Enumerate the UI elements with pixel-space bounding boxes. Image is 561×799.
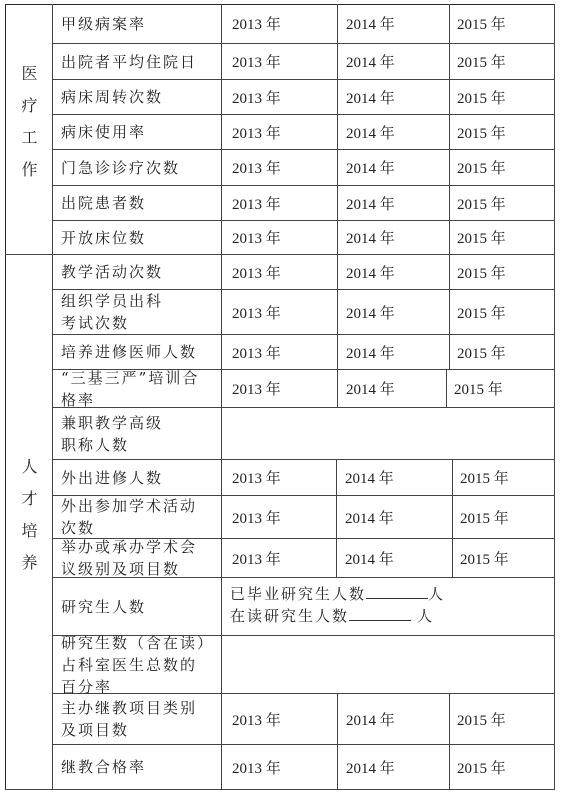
year-cell — [338, 221, 450, 255]
year-value: 2013 年 — [232, 265, 281, 282]
year-cell — [222, 80, 338, 115]
year-cell — [222, 290, 338, 335]
year-value: 2014 年 — [345, 471, 394, 487]
row-label-text: 开放床位数 — [61, 228, 147, 247]
year-value: 2013 年 — [232, 760, 281, 777]
year-value: 2014 年 — [346, 17, 395, 33]
year-cell — [450, 694, 555, 745]
row-label-text: 培养进修医师人数 — [61, 343, 198, 361]
year-value: 2015 年 — [460, 510, 509, 527]
year-cell — [222, 694, 338, 745]
year-value: 2014 年 — [346, 305, 395, 322]
year-cell — [450, 745, 555, 790]
year-cell — [222, 4, 338, 44]
year-cell — [337, 539, 453, 578]
year-cell — [338, 4, 450, 44]
year-value: 2014 年 — [346, 196, 395, 213]
row-label-text: 外出进修人数 — [61, 468, 164, 487]
year-cell — [222, 496, 337, 539]
year-cell — [222, 186, 338, 221]
row-label — [53, 460, 222, 496]
row-label — [53, 290, 222, 335]
year-cell — [222, 460, 337, 496]
year-cell — [450, 44, 555, 80]
row-label-text: 门急诊诊疗次数 — [61, 158, 181, 177]
row-label — [53, 115, 222, 150]
year-value: 2014 年 — [346, 712, 395, 729]
year-value: 2014 年 — [346, 265, 395, 282]
year-value: 2014 年 — [346, 161, 395, 177]
year-cell — [337, 460, 453, 496]
year-value: 2013 年 — [232, 231, 281, 247]
row-label — [53, 539, 222, 578]
year-cell — [338, 255, 450, 290]
year-cell — [450, 221, 555, 255]
year-cell — [222, 539, 337, 578]
row-label-text: 病床使用率 — [61, 123, 147, 141]
row-label-text: 甲级病案率 — [61, 14, 147, 33]
year-value: 2013 年 — [232, 382, 281, 398]
empty-cell[interactable] — [222, 636, 555, 694]
graduated-blank[interactable] — [366, 584, 428, 599]
year-value: 2015 年 — [457, 55, 506, 71]
year-value: 2015 年 — [457, 712, 506, 729]
year-cell — [338, 290, 450, 335]
row-label-text: 举办或承办学术会 议级别及项目数 — [61, 538, 198, 578]
row-label-text: 主办继教项目类别 及项目数 — [61, 699, 198, 739]
year-value: 2013 年 — [232, 345, 281, 362]
row-label-text: 研究生人数 — [61, 597, 147, 616]
year-value: 2015 年 — [457, 231, 506, 247]
year-value: 2014 年 — [346, 382, 395, 398]
year-value: 2014 年 — [345, 551, 394, 568]
year-value: 2015 年 — [457, 265, 506, 282]
year-value: 2015 年 — [457, 125, 506, 142]
year-cell — [450, 255, 555, 290]
year-cell — [222, 221, 338, 255]
year-value: 2013 年 — [232, 551, 281, 568]
row-label-text: “三基三严”培训合 格率 — [61, 368, 200, 409]
year-value: 2015 年 — [457, 760, 506, 777]
studying-line — [230, 605, 554, 627]
empty-cell[interactable] — [222, 408, 555, 460]
section-label — [5, 4, 53, 255]
graduated-label: 已毕业研究生人数 — [230, 585, 367, 603]
row-label — [53, 496, 222, 539]
year-value: 2014 年 — [346, 90, 395, 107]
year-cell — [450, 115, 555, 150]
year-value: 2013 年 — [232, 161, 281, 177]
studying-label: 在读研究生人数 — [230, 607, 350, 625]
row-label — [53, 633, 222, 696]
year-cell — [453, 460, 555, 496]
year-value: 2015 年 — [457, 161, 506, 177]
year-value: 2015 年 — [460, 471, 509, 487]
year-value: 2013 年 — [232, 471, 281, 487]
year-cell — [453, 539, 555, 578]
year-cell — [222, 335, 338, 370]
section-label-text: 人才培养 — [19, 458, 38, 586]
year-cell — [338, 150, 450, 186]
year-cell — [338, 370, 447, 408]
year-cell — [338, 745, 450, 790]
row-label-text: 外出参加学术活动 次数 — [61, 497, 198, 537]
row-label — [53, 408, 222, 460]
row-label — [53, 255, 222, 290]
year-value: 2015 年 — [454, 382, 503, 398]
year-value: 2014 年 — [346, 55, 395, 71]
year-value: 2015 年 — [460, 551, 509, 568]
year-value: 2013 年 — [232, 55, 281, 71]
year-cell — [450, 150, 555, 186]
year-cell — [450, 186, 555, 221]
year-value: 2015 年 — [457, 345, 506, 362]
year-cell — [222, 115, 338, 150]
graduated-line — [230, 583, 554, 605]
year-cell — [222, 150, 338, 186]
year-cell — [338, 44, 450, 80]
year-value: 2013 年 — [232, 196, 281, 213]
year-cell — [450, 80, 555, 115]
year-cell — [222, 44, 338, 80]
row-label — [53, 80, 222, 115]
year-value: 2013 年 — [232, 305, 281, 322]
year-cell — [338, 335, 450, 370]
row-label — [53, 186, 222, 221]
year-cell — [338, 115, 450, 150]
row-label — [53, 578, 222, 636]
row-label-text: 病床周转次数 — [61, 88, 164, 106]
row-label-text: 兼职教学高级 职称人数 — [61, 413, 164, 454]
row-label — [53, 4, 222, 44]
year-value: 2015 年 — [457, 196, 506, 213]
year-value: 2014 年 — [346, 231, 395, 247]
year-value: 2015 年 — [457, 90, 506, 107]
section-label-text: 医疗工作 — [19, 65, 38, 193]
year-value: 2013 年 — [232, 125, 281, 142]
unit-label: 人 — [417, 607, 435, 625]
row-label — [53, 221, 222, 255]
row-label-text: 继教合格率 — [61, 758, 147, 776]
year-value: 2013 年 — [232, 90, 281, 107]
year-cell — [222, 255, 338, 290]
year-cell — [222, 370, 338, 408]
row-label-text: 组织学员出科 考试次数 — [61, 292, 164, 332]
row-label-text: 教学活动次数 — [61, 263, 164, 281]
year-value: 2014 年 — [346, 345, 395, 362]
year-cell — [338, 80, 450, 115]
year-cell — [338, 186, 450, 221]
row-label — [53, 694, 222, 745]
year-value: 2015 年 — [457, 305, 506, 322]
row-label-text: 出院者平均住院日 — [61, 52, 198, 71]
row-label — [53, 370, 222, 408]
year-cell — [450, 4, 555, 44]
year-value: 2014 年 — [345, 510, 394, 527]
year-cell — [222, 745, 338, 790]
row-label-text: 出院患者数 — [61, 194, 147, 212]
year-value: 2013 年 — [232, 712, 281, 729]
year-value: 2013 年 — [232, 510, 281, 527]
row-label — [53, 44, 222, 80]
year-cell — [337, 496, 453, 539]
year-cell — [447, 370, 555, 408]
year-value: 2015 年 — [457, 17, 506, 33]
year-cell — [450, 335, 555, 370]
year-value: 2014 年 — [346, 125, 395, 142]
graduate-count-cell — [222, 578, 555, 636]
year-value: 2013 年 — [232, 17, 281, 33]
row-label-text: 研究生数（含在读） 占科室医生总数的 百分率 — [61, 633, 215, 696]
row-label — [53, 335, 222, 370]
year-cell — [338, 694, 450, 745]
row-label — [53, 745, 222, 790]
section-label — [5, 255, 53, 790]
year-value: 2014 年 — [346, 760, 395, 777]
row-label — [53, 150, 222, 186]
studying-blank[interactable] — [349, 606, 411, 621]
year-cell — [450, 290, 555, 335]
unit-label: 人 — [428, 585, 446, 603]
year-cell — [453, 496, 555, 539]
